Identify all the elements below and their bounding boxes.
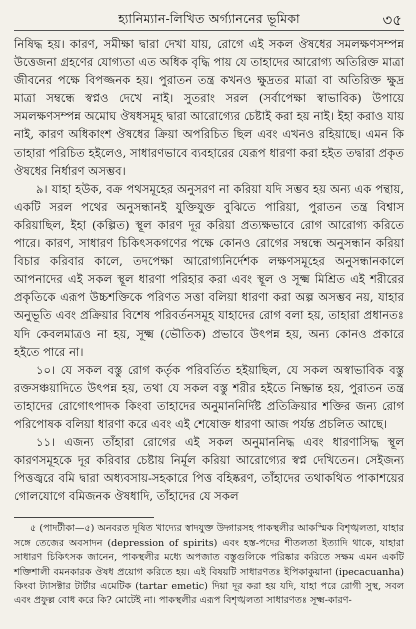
paragraph-continuation: নিষিদ্ধ হয়। কারণ, সমীক্ষা দ্বারা দেখা যায়, রোগে এই সকল ঔষধের সমলক্ষণসম্পন্ন উত্তেজনা গ্রহণের যোগ্যতা এত অধিক বৃদ্ধি পায় যে তাহাদের আরোগ্য অতিরিক্ত মাত্রা জীবনের পক্ষে বিপজ্জনক হয়। পুরাতন তন্ত্র কখনও ক্ষুদ্রতর মাত্রা বা অতিরিক্ত ক্ষুদ্র মাত্রা সম্বন্ধে স্বপ্নও দেখে নাই। সুতরাং সরল (সর্বাপেক্ষা স্বাভাবিক) উপায়ে সমলক্ষণসম্পন্ন অমোঘ ঔষধসমূহ দ্বারা আরোগ্যের চেষ্টাই করা হয় নাই। ইহা করাও যায় নাই, কারণ অধিকাংশ ঔষধের ক্রিয়া অপরিচিত ছিল এবং এখনও রহিয়াছে। এমন কি তাহারা পরিচিত হইলেও, সাধারণভাবে ব্যবহারের যেরূপ ধারণা করা হইত তদ্বারা প্রকৃত ঔষধের নির্ধারণ অসম্ভব।: [14, 37, 404, 178]
page-number: ৩৫: [382, 11, 402, 29]
paragraph-10: ১০। যে সকল বস্তু রোগ কর্তৃক পরিবর্তিত হইয়াছিল, যে সকল অস্বাভাবিক বস্তু রক্তসঞ্চয়াদিতে উৎপন্ন হয়, তথা যে সকল বস্তু শরীর হইতে নিষ্ক্রান্ত হয়, পুরাতন তন্ত্র তাহাদের রোগোৎপাদক কিংবা তাহাদের অনুমাননির্দিষ্ট প্রতিক্রিয়ার শক্তির জন্য রোগ পরিপোষক বলিয়া ধারণা করে এবং এই শেষোক্ত ধারণা আজ পর্যন্ত প্রচলিত আছে।: [14, 362, 404, 431]
running-title: হ্যানিম্যান-লিখিত অর্গ্যাননের ভূমিকা: [118, 11, 300, 26]
paragraph-9: ৯। যাহা হউক, বক্র পথসমূহের অনুসরণ না করিয়া যদি সম্ভব হয় অন্য এক পন্থায়, একটি সরল পথের অনুসন্ধানই যুক্তিযুক্ত বুঝিতে পারিয়া, পুরাতন তন্ত্র বিশ্বাস করিয়াছিল, ইহা (কল্পিত) স্থূল কারণ দূর করিয়া প্রত্যক্ষভাবে রোগ আরোগ্য করিতে পারে। কারণ, সাধারণ চিকিৎসকগণের পক্ষে কোনও রোগের সম্বন্ধে অনুসন্ধান করিয়া বিচার করিবার কালে, তদপেক্ষা আরোগ্যনির্দেশক লক্ষণসমূহের অনুসন্ধানকালে আপনাদের এই সকল স্থূল ধারণা পরিহার করা এবং স্থূল ও সূক্ষ্ম মিশ্রিত এই শরীরের প্রকৃতিকে এরূপ উচ্চশক্তিকে পরিণত সত্তা বলিয়া ধারণা করা অল্প অসম্ভব নয়, যাহার অনুভূতি এবং প্রক্রিয়ার বিশেষ পরিবর্তনসমূহ যাহাদের রোগ বলা হয়, তাহারা প্রধানতঃ যদি কেবলমাত্রও না হয়, সূক্ষ্ম (ভৌতিক) প্রভাবে উৎপন্ন হয়, অন্য কোনও প্রকারে হইতে পারে না।: [14, 181, 404, 359]
paragraph-11: ১১। এজন্য তাঁহারা রোগের এই সকল অনুমাননিদ্ধ এবং ধারণাসিদ্ধ স্থূল কারণসমূহকে দূর করিবার চেষ্টায় নির্মূল করিয়া আরোগ্যের স্বপ্ন দেখিতেন। সেইজন্য পিত্তজ্বরে বমি দ্বারা অধ্যবসায়-সহকারে পিত্ত বহিষ্করণ, তাঁহাদের তথাকথিত পাকাশয়ের গোলযোগে বমিজনক ঔষধাদি, তাঁহাদের যে সকল: [14, 435, 404, 504]
footnote-divider: [14, 517, 154, 518]
running-header: [14, 8, 404, 31]
footnote-text: ৫ (পাদটীকা—৫) অনবরত দূষিত খাদ্যের স্বাদযুক্ত উদ্গারসহ পাকস্থলীর আকস্মিক বিশৃঙ্খলতা, যাহার সঙ্গে তেজের অবসাদন (depression of spirits) এবং হস্ত-পদের শীতলতা ইত্যাদি থাকে, যাহারা সাধারণ চিকিৎসক জানেন, পাকস্থলীর মধ্যে অপজাত বস্তুগুলিকে পরিষ্কার করিতে সক্ষম এমন একটি শক্তিশালী বমনকারক ঔষধ প্রয়োগ করিতে হয়। এই বিষয়টি সাধারণতঃ ইপিকাকুয়ানা (ipecacuanha) কিংবা ট্যাসক্টার টার্টার এমেটিক (tartar emetic) দিয়া দূর করা হয় যদি, যাহা পরে রোগী সুস্থ, সবল এবং প্রফুল্ল বোধ করে কি? মোটেই না। পাকস্থলীর এরূপ বিশৃঙ্খলতা সাধারণতঃ সূক্ষ্ম-কারণ-: [14, 523, 404, 607]
main-text: [14, 35, 404, 505]
